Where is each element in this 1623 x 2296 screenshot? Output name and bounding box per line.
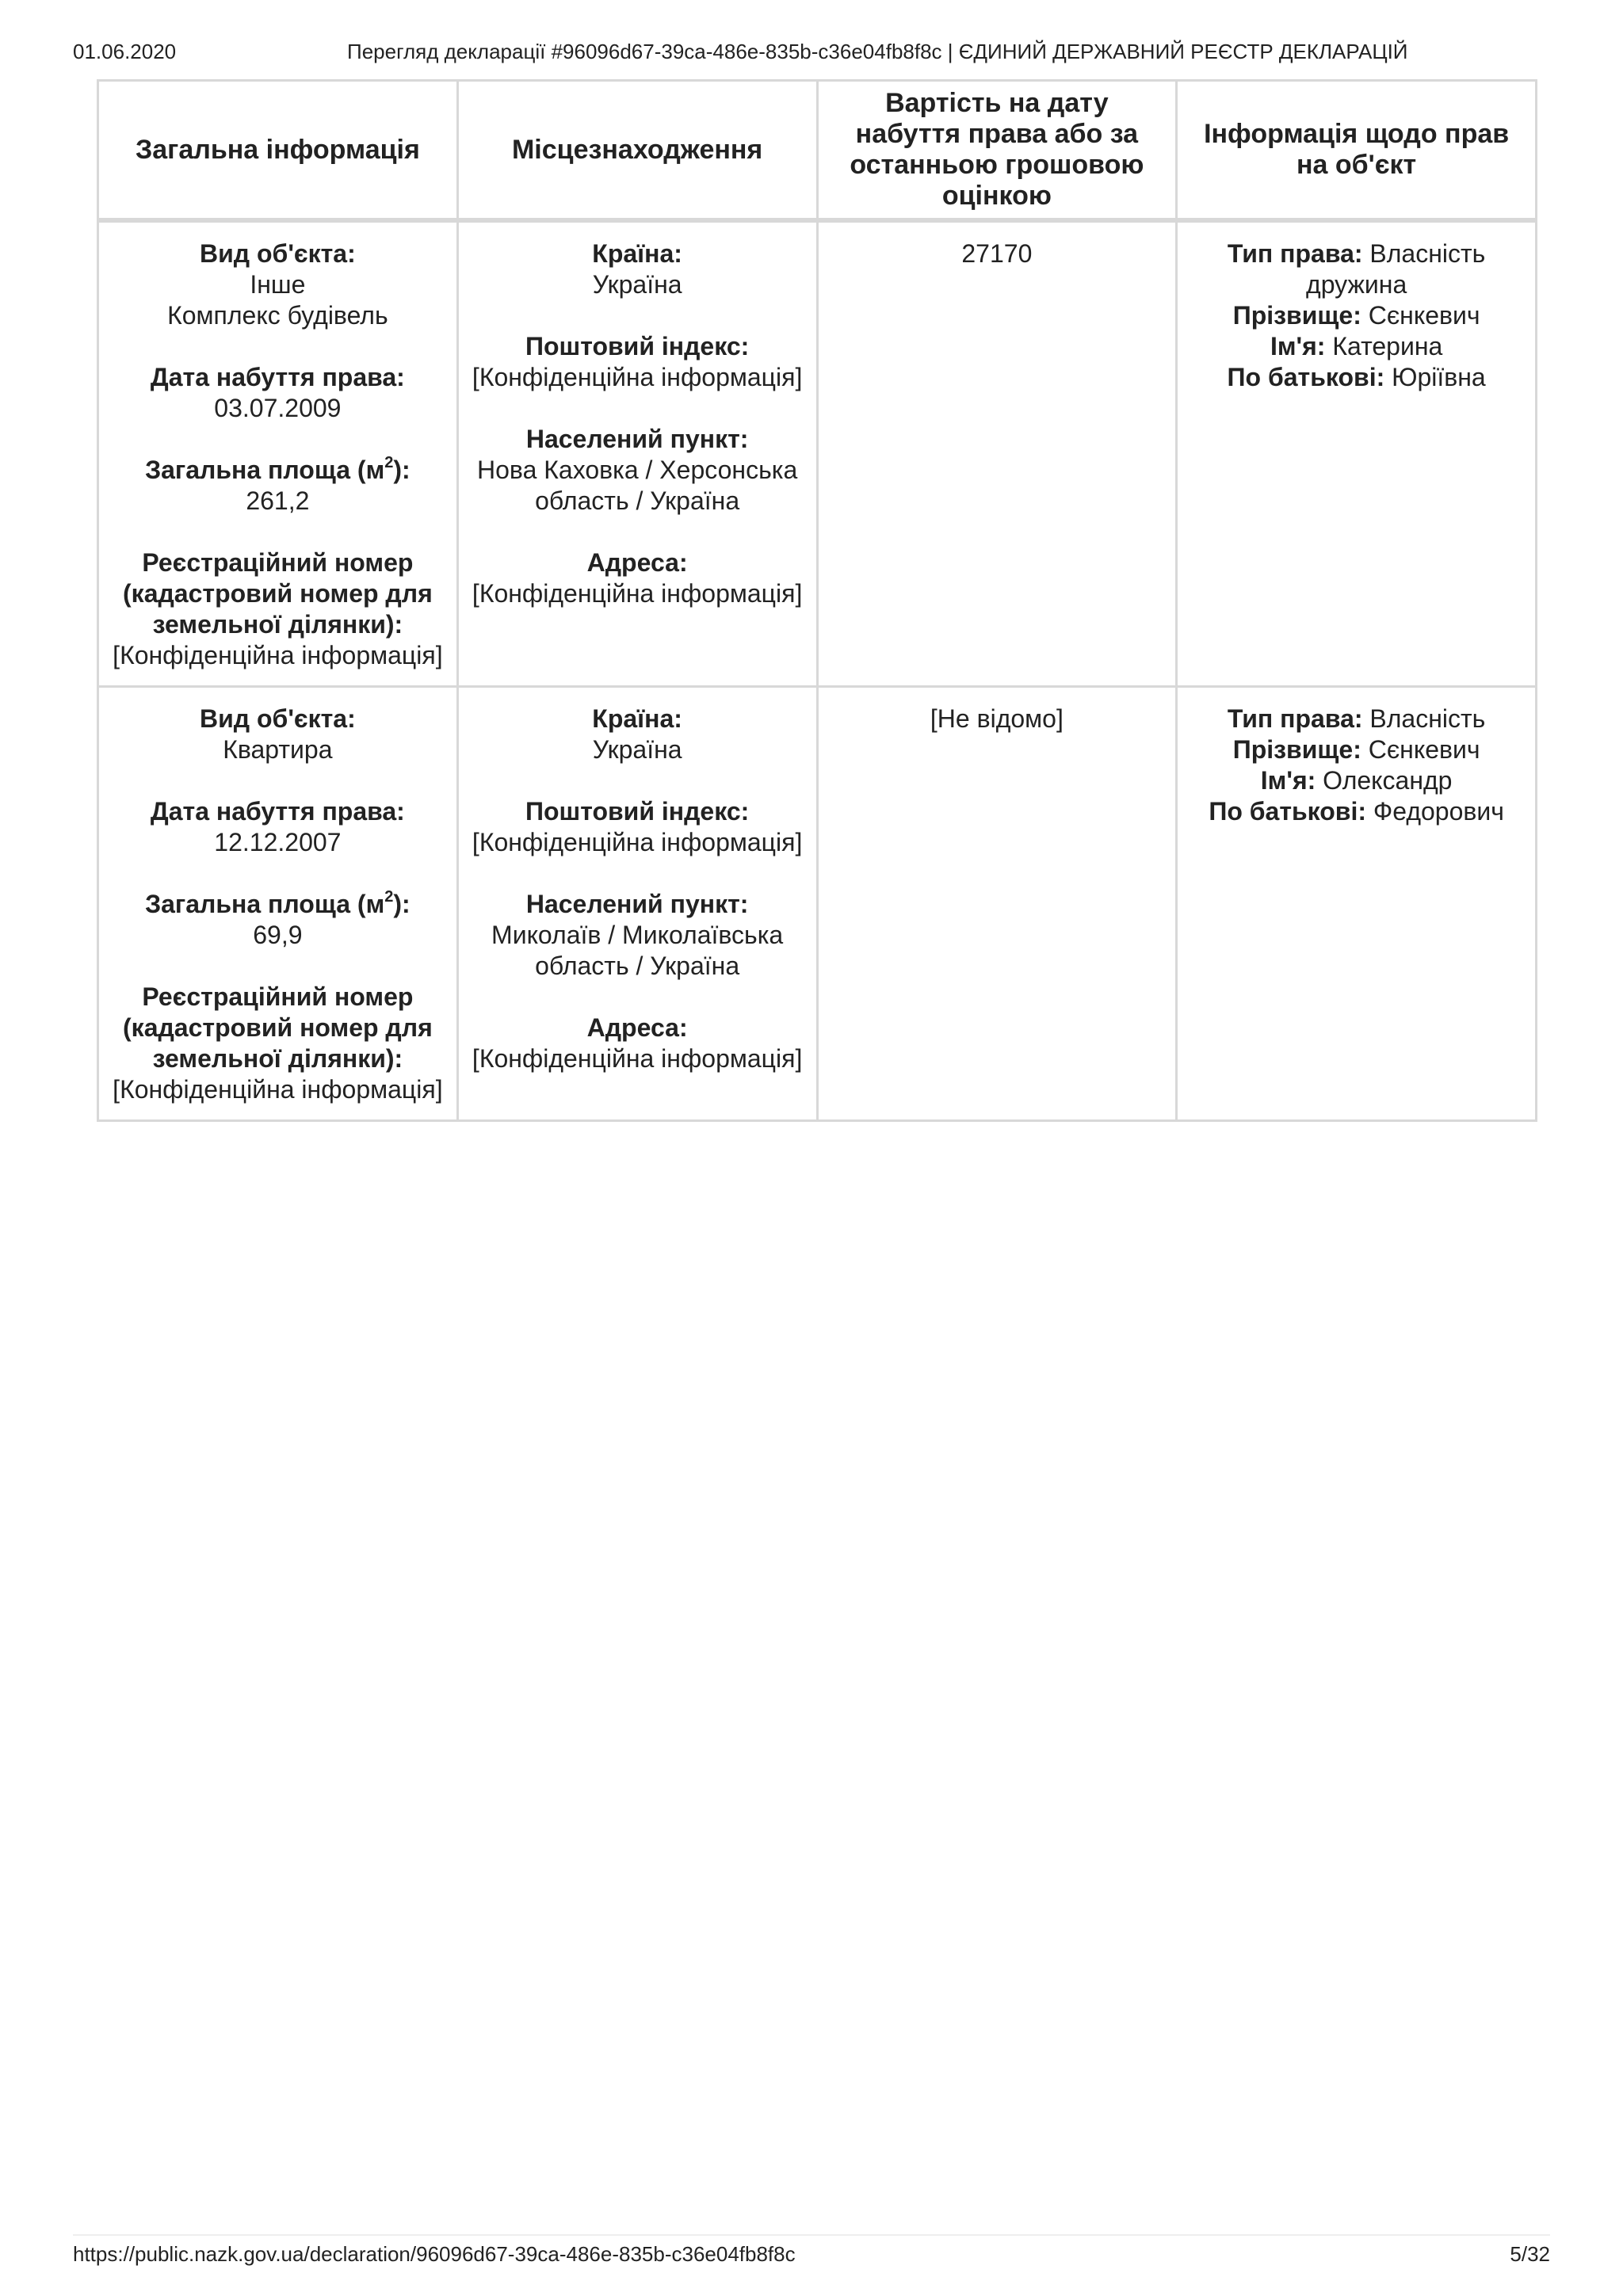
postal-code-block	[472, 331, 804, 393]
locality-value: Миколаїв / Миколаївська область / Україна	[491, 921, 784, 980]
country-block	[472, 704, 804, 765]
value-amount: 27170	[961, 239, 1033, 268]
general-info-cell	[98, 687, 458, 1121]
locality-label: Населений пункт:	[525, 425, 749, 453]
patronymic-line	[1190, 362, 1522, 393]
first-name-value: Катерина	[1332, 332, 1443, 360]
document-title: Перегляд декларації #96096d67-39ca-486e-835b-c36e04fb8f8c | ЄДИНИЙ ДЕРЖАВНИЙ РЕЄСТР ДЕКЛАРАЦІЙ	[347, 40, 1408, 63]
patronymic-line	[1190, 796, 1522, 827]
reg-number-label: Реєстраційний номер (кадастровий номер для земельної ділянки):	[123, 548, 433, 639]
object-type-value-detail: Комплекс будівель	[167, 301, 388, 330]
patronymic-label: По батькові:	[1209, 797, 1367, 826]
locality-label: Населений пункт:	[525, 890, 749, 918]
first-name-value: Олександр	[1323, 766, 1453, 795]
object-type-label: Вид об'єкта:	[200, 239, 356, 268]
patronymic-value: Юріївна	[1392, 363, 1486, 391]
location-cell	[457, 220, 817, 687]
area-label	[112, 455, 444, 486]
column-header-general: Загальна інформація	[98, 81, 458, 221]
acquisition-date-block	[112, 362, 444, 424]
page-number: 5/32	[1510, 2242, 1550, 2266]
surname-value: Сєнкевич	[1368, 301, 1480, 330]
country-value: Україна	[592, 270, 682, 299]
locality-value: Нова Каховка / Херсонська область / Україна	[477, 456, 798, 515]
surname-value: Сєнкевич	[1368, 735, 1480, 764]
address-value: [Конфіденційна інформація]	[472, 579, 803, 608]
area-label-text: Загальна площа (м	[145, 890, 385, 918]
area-label-sup: 2	[384, 454, 394, 472]
right-type-value: Власність дружина	[1306, 239, 1486, 299]
country-block	[472, 238, 804, 300]
country-value: Україна	[592, 735, 682, 764]
country-label: Країна:	[592, 704, 682, 733]
object-type-block	[112, 238, 444, 331]
area-block	[112, 889, 444, 951]
postal-code-block	[472, 796, 804, 858]
reg-number-value: [Конфіденційна інформація]	[113, 641, 443, 669]
acquisition-date-value: 12.12.2007	[214, 828, 342, 856]
surname-label: Прізвище:	[1232, 735, 1361, 764]
rights-cell	[1177, 220, 1537, 687]
table-header-row	[98, 81, 1537, 221]
postal-code-label: Поштовий індекс:	[525, 332, 750, 360]
area-label-suffix: ):	[393, 890, 411, 918]
first-name-line	[1190, 765, 1522, 796]
area-label-suffix: ):	[393, 456, 411, 484]
area-label-sup: 2	[384, 888, 394, 906]
reg-number-label: Реєстраційний номер (кадастровий номер для земельної ділянки):	[123, 982, 433, 1073]
rights-cell	[1177, 687, 1537, 1121]
right-type-label: Тип права:	[1227, 239, 1363, 268]
column-header-rights: Інформація щодо прав на об'єкт	[1177, 81, 1537, 221]
right-type-value: Власність	[1369, 704, 1486, 733]
address-label: Адреса:	[586, 1013, 688, 1042]
reg-number-block	[112, 982, 444, 1105]
area-label	[112, 889, 444, 920]
surname-line	[1190, 734, 1522, 765]
table-row	[98, 220, 1537, 687]
page-header	[73, 40, 1550, 71]
value-amount: [Не відомо]	[930, 704, 1064, 733]
address-block	[472, 547, 804, 609]
area-label-text: Загальна площа (м	[145, 456, 385, 484]
right-type-label: Тип права:	[1227, 704, 1363, 733]
postal-code-label: Поштовий індекс:	[525, 797, 750, 826]
object-type-value: Квартира	[223, 735, 333, 764]
object-type-block	[112, 704, 444, 765]
right-type-line	[1190, 704, 1522, 734]
acquisition-date-label: Дата набуття права:	[150, 363, 405, 391]
address-block	[472, 1013, 804, 1074]
declaration-url: https://public.nazk.gov.ua/declaration/96096d67-39ca-486e-835b-c36e04fb8f8c	[73, 2242, 796, 2266]
country-label: Країна:	[592, 239, 682, 268]
surname-line	[1190, 300, 1522, 331]
area-value: 261,2	[246, 486, 310, 515]
value-cell	[817, 687, 1177, 1121]
surname-label: Прізвище:	[1232, 301, 1361, 330]
first-name-label: Ім'я:	[1260, 766, 1316, 795]
acquisition-date-label: Дата набуття права:	[150, 797, 405, 826]
patronymic-label: По батькові:	[1227, 363, 1385, 391]
right-type-line	[1190, 238, 1522, 300]
reg-number-block	[112, 547, 444, 671]
first-name-line	[1190, 331, 1522, 362]
locality-block	[472, 889, 804, 982]
object-type-label: Вид об'єкта:	[200, 704, 356, 733]
locality-block	[472, 424, 804, 517]
real-estate-table	[97, 79, 1537, 1122]
acquisition-date-value: 03.07.2009	[214, 394, 342, 422]
area-value: 69,9	[253, 921, 303, 949]
general-info-cell	[98, 220, 458, 687]
first-name-label: Ім'я:	[1270, 332, 1326, 360]
print-date: 01.06.2020	[73, 40, 177, 63]
postal-code-value: [Конфіденційна інформація]	[472, 363, 803, 391]
address-value: [Конфіденційна інформація]	[472, 1044, 803, 1073]
acquisition-date-block	[112, 796, 444, 858]
reg-number-value: [Конфіденційна інформація]	[113, 1075, 443, 1104]
location-cell	[457, 687, 817, 1121]
object-type-value: Інше	[250, 270, 306, 299]
table-row	[98, 687, 1537, 1121]
column-header-value: Вартість на дату набуття права або за останньою грошовою оцінкою	[817, 81, 1177, 221]
value-cell	[817, 220, 1177, 687]
address-label: Адреса:	[586, 548, 688, 577]
column-header-location: Місцезнаходження	[457, 81, 817, 221]
footer-divider	[73, 2234, 1550, 2236]
postal-code-value: [Конфіденційна інформація]	[472, 828, 803, 856]
area-block	[112, 455, 444, 517]
patronymic-value: Федорович	[1373, 797, 1504, 826]
